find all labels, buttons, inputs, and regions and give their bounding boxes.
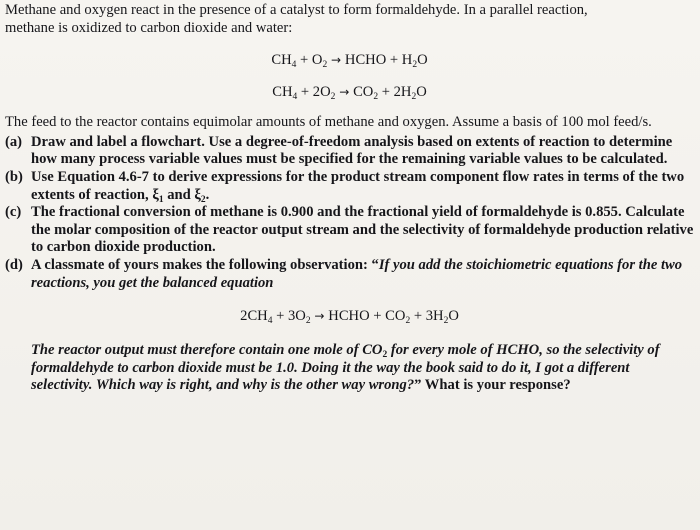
part-label: (c) (5, 204, 22, 221)
reaction-equation-1: $CH_4 + O_2$ → HCHO + $H_2O$ (271, 52, 428, 71)
problem-part-a (5, 134, 694, 169)
classmate-quote-start: If you add the stoichiometric equations for the two reactions, you get the balanced equation (31, 256, 683, 291)
feed-basis-statement: The feed to the reactor contains equimolar amounts of methane and oxygen. Assume a basis of 100 mol feed/s. (5, 114, 652, 131)
part-text: A classmate of yours makes the following observation: “If you add the stoichiometric equations for the two reactions, you get the balanced equation (31, 256, 683, 291)
reaction-arrow-icon: → (335, 85, 354, 100)
problem-parts (5, 134, 694, 292)
part-text: Draw and label a flowchart. Use a degree-of-freedom analysis based on extents of reaction to determine how many process variable values must be specified for the remaining variable values to be calculated. (31, 133, 673, 168)
part-label: (b) (5, 168, 23, 185)
reaction-arrow-icon: → (327, 53, 345, 68)
intro-line-2: methane is oxidized to carbon dioxide and water: (5, 19, 293, 36)
problem-part-d (5, 257, 694, 292)
part-text: The fractional conversion of methane is 0.900 and the fractional yield of formaldehyde is 0.855. Calculate the molar composition of the reactor output stream and the selectivity of formaldehyde production relative to carbon dioxide production. (31, 204, 694, 256)
part-label: (a) (5, 133, 23, 150)
reaction-equation-2: $CH_4 + 2O_2 \to CO_2 + 2H_2O$ (272, 84, 427, 103)
problem-part-c (5, 204, 694, 257)
part-label: (d) (5, 256, 23, 273)
reaction-arrow-icon: → (310, 309, 329, 324)
classmate-quote-continuation: The reactor output must therefore contain one mole of $CO_2$ for every mole of HCHO, so the selectivity of formaldehyde to carbon dioxide must be 1.0. Doing it the way the book said to do it, I got a different selectivity. Which way is right, and why is the other way wrong?” What is your response? (31, 342, 660, 394)
reaction-equation-combined: $2CH_4 + 3O_2$ → HCHO + $CO_2 + 3H_2O$ (240, 308, 459, 327)
problem-part-b (5, 169, 694, 204)
part-text: Use Equation 4.6-7 to derive expressions for the product stream component flow rates in terms of the two extents of reaction, $\xi_1$ and $\xi_2$. (31, 168, 685, 205)
problem-intro (5, 2, 693, 37)
intro-line-1: Methane and oxygen react in the presence of a catalyst to form formaldehyde. In a parallel reaction, (5, 2, 588, 18)
